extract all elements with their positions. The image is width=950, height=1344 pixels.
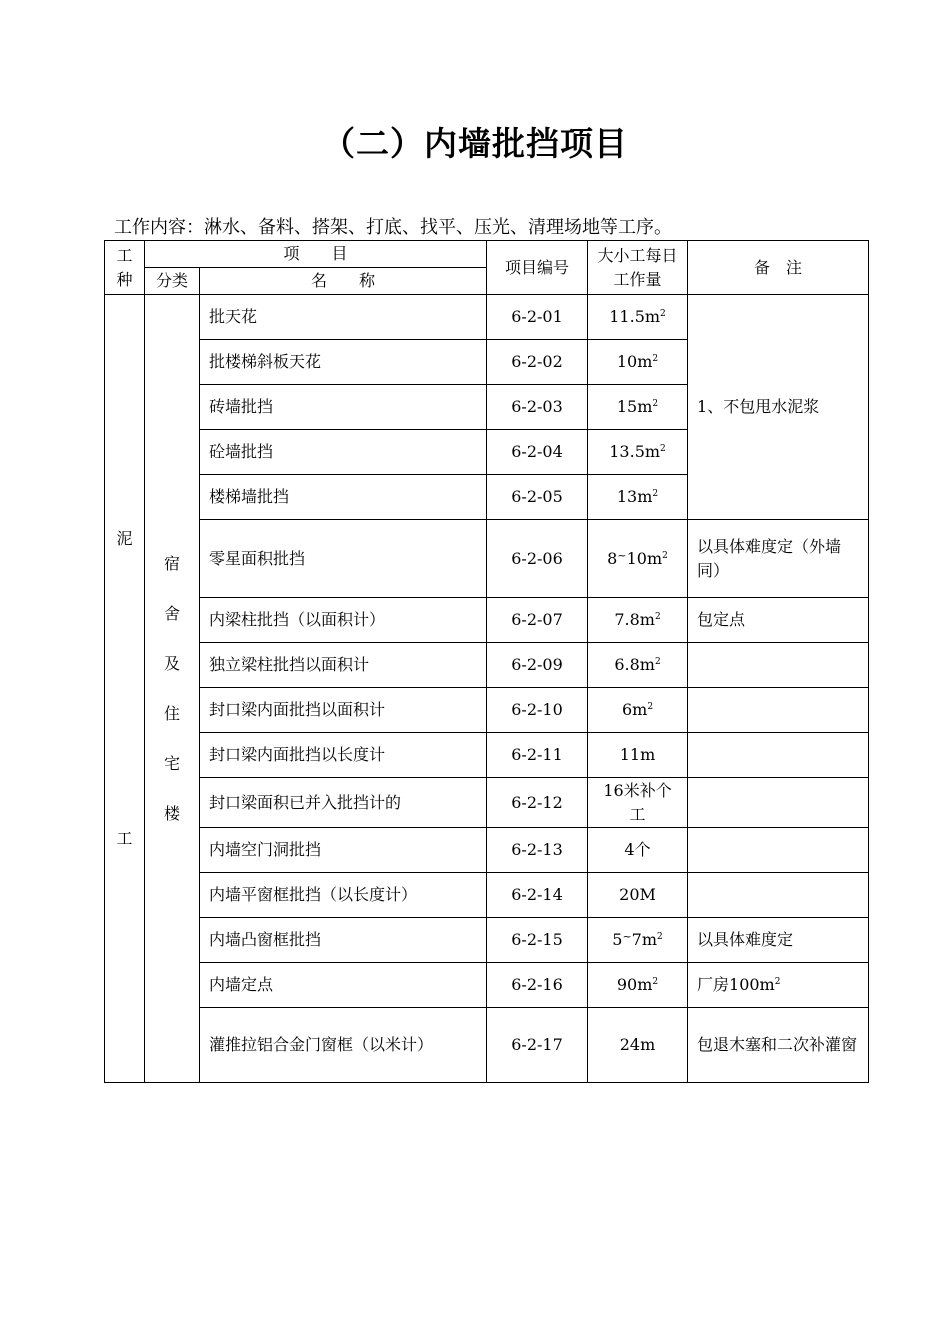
row-amount: $11.5m^2$ [588,295,688,340]
row-name: 独立梁柱批挡以面积计 [200,643,487,688]
header-worktype: 工种 [105,241,145,295]
row-code: 6-2-14 [487,873,588,918]
category-char: 舍 [163,603,180,623]
row-code: 6-2-12 [487,778,588,828]
row-code: 6-2-10 [487,688,588,733]
header-code: 项目编号 [487,241,588,295]
row-amount: $8^\sim 10m^2$ [588,520,688,598]
row-code: 6-2-03 [487,385,588,430]
row-code: 6-2-17 [487,1008,588,1083]
row-amount: $7.8m^2$ [588,598,688,643]
row-remark [688,778,869,828]
category-char: 宿 [163,553,180,573]
row-code: 6-2-02 [487,340,588,385]
row-name: 零星面积批挡 [200,520,487,598]
row-code: 6-2-16 [487,963,588,1008]
row-amount: 16米补个工 [588,778,688,828]
row-code: 6-2-06 [487,520,588,598]
header-name: 名 称 [200,268,487,295]
row-remark [688,873,869,918]
row-code: 6-2-09 [487,643,588,688]
worktype-cell [105,295,145,1083]
row-remark: 以具体难度定（外墙同） [688,520,869,598]
row-remark: 包定点 [688,598,869,643]
header-category: 分类 [145,268,200,295]
row-remark [688,643,869,688]
row-amount: $6.8m^2$ [588,643,688,688]
row-code: 6-2-07 [487,598,588,643]
row-name: 封口梁内面批挡以面积计 [200,688,487,733]
row-amount: $13m^2$ [588,475,688,520]
row-amount: $15m^2$ [588,385,688,430]
row-remark [688,688,869,733]
row-remark: 厂房$100m^2$ [688,963,869,1008]
category-cell [145,295,200,1083]
work-quota-table [104,240,869,1083]
row-amount: 4个 [588,828,688,873]
row-name: 内墙定点 [200,963,487,1008]
row-amount: $13.5m^2$ [588,430,688,475]
header-remark: 备 注 [688,241,869,295]
category-char: 宅 [163,753,180,773]
row-name: 批楼梯斜板天花 [200,340,487,385]
row-amount: $90m^2$ [588,963,688,1008]
row-remark: 以具体难度定 [688,918,869,963]
row-code: 6-2-11 [487,733,588,778]
row-code: 6-2-04 [487,430,588,475]
work-content-text: 工作内容：淋水、备料、搭架、打底、找平、压光、清理场地等工序。 [114,217,672,238]
header-project: 项 目 [145,241,487,268]
row-remark [688,828,869,873]
merged-remark: 1、不包甩水泥浆 [688,295,869,520]
row-name: 内梁柱批挡（以面积计） [200,598,487,643]
category-char: 楼 [163,803,180,823]
row-name: 内墙平窗框批挡（以长度计） [200,873,487,918]
category-char: 及 [163,653,180,673]
worktype-char: 泥 [116,528,133,548]
row-amount: 24m [588,1008,688,1083]
row-remark: 包退木塞和二次补灌窗 [688,1008,869,1083]
row-name: 封口梁内面批挡以长度计 [200,733,487,778]
row-code: 6-2-05 [487,475,588,520]
row-name: 砼墙批挡 [200,430,487,475]
row-amount: $10m^2$ [588,340,688,385]
row-code: 6-2-01 [487,295,588,340]
worktype-char: 工 [116,828,133,848]
row-amount: 20M [588,873,688,918]
page-title: （二）内墙批挡项目 [322,124,628,163]
row-name: 批天花 [200,295,487,340]
header-workload: 大小工每日工作量 [588,241,688,295]
category-char: 住 [163,703,180,723]
row-name: 灌推拉铝合金门窗框（以米计） [200,1008,487,1083]
row-name: 内墙凸窗框批挡 [200,918,487,963]
row-name: 砖墙批挡 [200,385,487,430]
row-name: 封口梁面积已并入批挡计的 [200,778,487,828]
row-name: 楼梯墙批挡 [200,475,487,520]
row-amount: $6m^2$ [588,688,688,733]
row-code: 6-2-15 [487,918,588,963]
row-amount: 11m [588,733,688,778]
row-code: 6-2-13 [487,828,588,873]
row-remark [688,733,869,778]
row-name: 内墙空门洞批挡 [200,828,487,873]
row-amount: $5^\sim 7m^2$ [588,918,688,963]
